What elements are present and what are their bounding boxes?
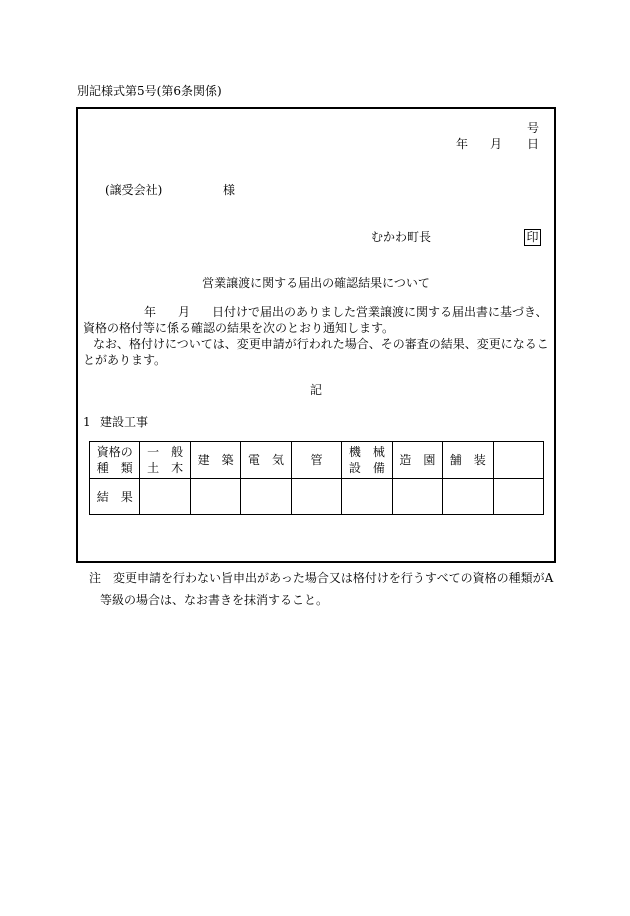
cell-line: 舗 装 [449, 453, 486, 467]
result-label-cell [90, 479, 140, 515]
body-line4: とがあります。 [83, 353, 167, 367]
seal-mark: 印 [524, 229, 541, 246]
body-line1-month: 月 [178, 305, 191, 319]
landscaping-header [392, 442, 442, 479]
cell-line: 建 築 [197, 453, 234, 467]
machinery-equipment-header [342, 442, 392, 479]
header-date-year: 年 [456, 137, 469, 151]
result-cell-machinery [342, 479, 392, 515]
header-date-month: 月 [490, 137, 503, 151]
cell-lines [393, 452, 442, 468]
qualification-table [89, 441, 544, 515]
result-cell-landscaping [392, 479, 442, 515]
cell-line: 機 械 [348, 445, 385, 459]
qualification-type-header [90, 442, 140, 479]
cell-lines [140, 444, 189, 476]
document-number-label: 号 [527, 121, 540, 135]
document-title: 営業譲渡に関する届出の確認結果について [202, 276, 430, 290]
cell-lines [292, 452, 341, 468]
cell-lines [90, 444, 139, 476]
cell-line: 土 木 [147, 461, 184, 475]
cell-lines [443, 452, 492, 468]
result-cell-plumbing [291, 479, 341, 515]
body-line1-text: 日付けで届出のありました営業譲渡に関する届出書に基づき、 [212, 305, 548, 319]
form-label: 別記様式第5号(第6条関係) [77, 84, 222, 98]
note-label: 注 [89, 571, 102, 585]
architecture-header [190, 442, 240, 479]
result-cell-paving [443, 479, 493, 515]
addressee-company: (譲受会社) [105, 183, 163, 197]
addressee-honorific: 様 [223, 183, 236, 197]
sender-name: むかわ町長 [371, 230, 432, 244]
header-date-day: 日 [527, 137, 540, 151]
body-line2: 資格の格付等に係る確認の結果を次のとおり通知します。 [83, 321, 395, 335]
cell-line: 設 備 [348, 461, 385, 475]
cell-line: 種 類 [96, 461, 133, 475]
result-cell-electrical [241, 479, 291, 515]
electrical-header [241, 442, 291, 479]
result-cell-general-civil [140, 479, 190, 515]
body-line3: なお、格付けについては、変更申請が行われた場合、その審査の結果、変更になるこ [93, 337, 549, 351]
body-line1-year: 年 [144, 305, 157, 319]
blank-header [493, 442, 544, 479]
table-result-row [90, 479, 544, 515]
plumbing-header [291, 442, 341, 479]
note-line2: 等級の場合は、なお書きを抹消すること。 [100, 593, 329, 607]
note-line1: 変更申請を行わない旨申出があった場合又は格付けを行うすべての資格の種類がA [113, 571, 554, 585]
cell-line: 一 般 [147, 445, 184, 459]
cell-line: 資格の [96, 445, 133, 459]
ki-heading: 記 [309, 383, 322, 397]
result-cell-architecture [190, 479, 240, 515]
cell-lines [342, 444, 391, 476]
result-cell-blank [493, 479, 544, 515]
cell-line: 造 園 [399, 453, 436, 467]
cell-lines [241, 452, 290, 468]
table-header-row [90, 442, 544, 479]
result-label: 結 果 [96, 489, 133, 504]
cell-line: 電 気 [248, 453, 285, 467]
paving-header [443, 442, 493, 479]
cell-lines [191, 452, 240, 468]
section-number: 1 [83, 415, 91, 429]
section-title: 建設工事 [100, 415, 149, 429]
cell-line: 管 [310, 453, 323, 467]
general-civil-engineering-header [140, 442, 190, 479]
